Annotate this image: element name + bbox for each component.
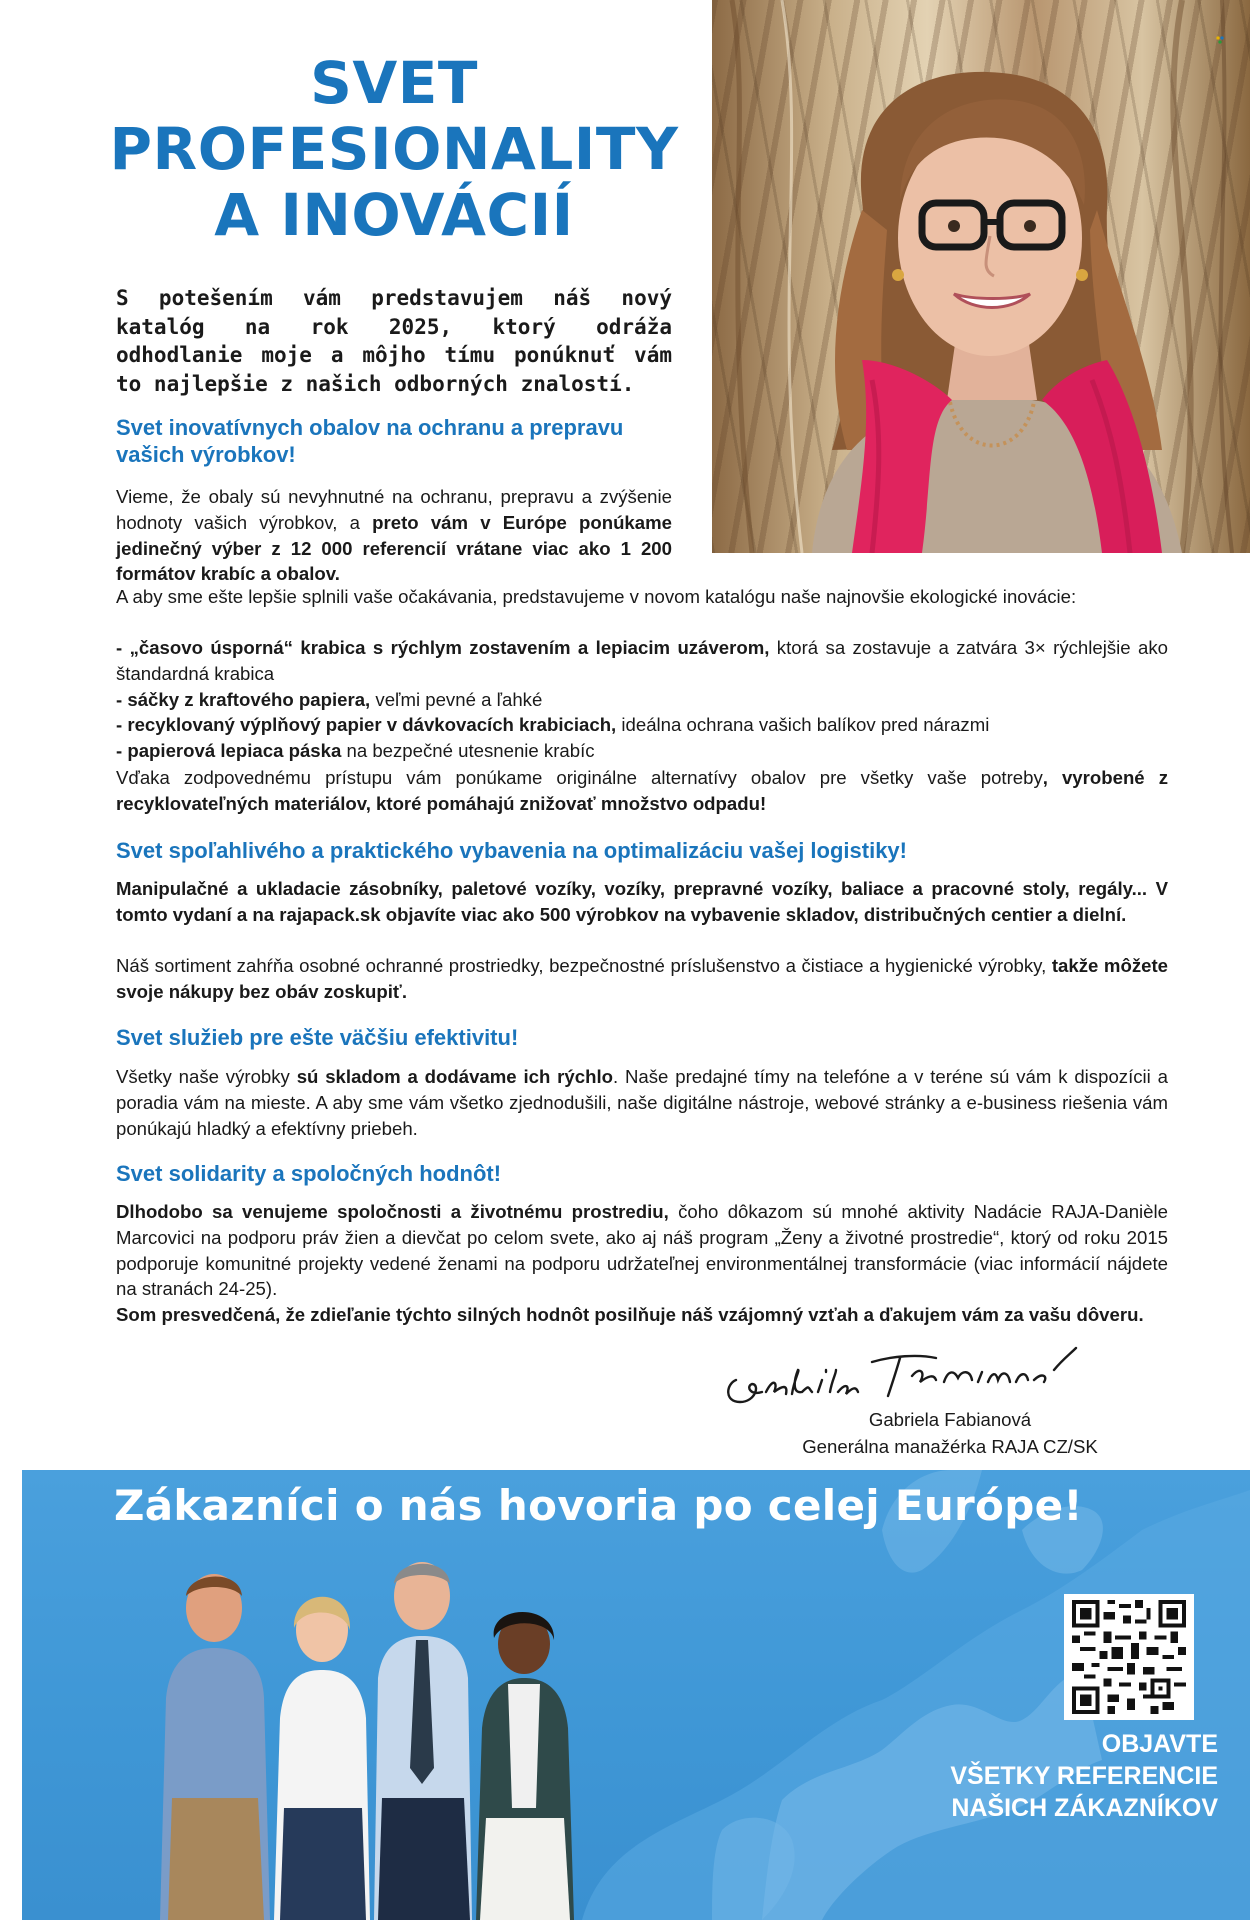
cta-line-3: NAŠICH ZÁKAZNÍKOV (951, 1794, 1218, 1822)
list-item (116, 712, 1168, 738)
list-item-text: veľmi pevné a ľahké (370, 688, 543, 710)
list-item-text: ideálna ochrana vašich balíkov pred nárazmi (616, 714, 990, 736)
section4-p2 (116, 1302, 1168, 1328)
list-item (116, 635, 1168, 687)
title-line-1: SVET (310, 49, 478, 117)
list-item (116, 738, 1168, 764)
section4-heading: Svet solidarity a spoločných hodnôt! (116, 1161, 502, 1186)
section4-p1 (116, 1199, 1168, 1302)
cta-line-1: OBJAVTE (1101, 1730, 1218, 1758)
signature-image (722, 1340, 1122, 1414)
section2-p2 (116, 953, 1168, 1005)
manager-photo (712, 0, 1250, 553)
list-item-text: ktorá sa zostavuje a zatvára 3× rýchlejšie ako štandardná krabica (116, 637, 1168, 684)
section4-p2-bold: Som presvedčená, že zdieľanie týchto silných hodnôt posilňuje náš vzájomný vzťah a ďakujem vám za vašu dôveru. (116, 1304, 1144, 1325)
section2-p2-bold: takže môžete svoje nákupy bez obáv zoskupiť. (116, 955, 1168, 1002)
signatory-role: Generálna manažérka RAJA CZ/SK (802, 1436, 1098, 1457)
section2-p1-bold: Manipulačné a ukladacie zásobníky, paletové vozíky, vozíky, prepravné vozíky, baliace a pracovné stoly, regály... V tomto vydaní a na rajapack.sk objavíte viac ako 500 výrobkov na vybavenie skladov, distribučných centier a dielní. (116, 878, 1168, 925)
section1-p1-normal: Vieme, že obaly sú nevyhnutné na ochranu, prepravu a zvýšenie hodnoty vašich výrobkov, a (116, 486, 672, 533)
references-cta[interactable] (882, 1728, 1218, 1824)
section1-heading: Svet inovatívnych obalov na ochranu a prepravu vašich výrobkov! (116, 415, 624, 467)
customers-photo (152, 1548, 612, 1920)
cta-line-2: VŠETKY REFERENCIE (950, 1762, 1218, 1790)
section2-p1 (116, 876, 1168, 928)
section3-text: . Naše predajné tímy na telefóne a v teréne sú vám k dispozícii a poradia vám na mieste. A aby sme vám všetko zjednodušili, naše digitálne nástroje, webové stránky a e-business riešenia vám ponúkajú hladký a efektívny priebeh. (116, 1066, 1168, 1139)
qr-code-icon[interactable] (1064, 1594, 1194, 1720)
section1-p1 (116, 484, 672, 587)
section3-heading: Svet služieb pre ešte väčšiu efektivitu! (116, 1025, 519, 1050)
section3-bold: sú skladom a dodávame ich rýchlo (296, 1066, 613, 1087)
list-item-bold: - papierová lepiaca páska (116, 740, 342, 762)
list-item (116, 687, 1168, 713)
section4-p1-normal: čoho dôkazom sú mnohé aktivity Nadácie RAJA-Danièle Marcovici na podporu práv žien a dievčat po celom svete, ako aj náš program „Ženy a životné prostredie“, ktorý od roku 2015 podporuje komunitné projekty vedené ženami na podporu udržateľnej environmentálnej transformácie (viac informácií nájdete na stranách 24-25). (116, 1201, 1168, 1300)
banner-title: Zákazníci o nás hovoria po celej Európe! (114, 1481, 1083, 1530)
section1-p1-bold: preto vám v Európe ponúkame jedinečný výber z 12 000 referencií vrátane viac ako 1 200 formátov krabíc a obalov. (116, 511, 672, 585)
list-item-bold: - sáčky z kraftového papiera, (116, 688, 371, 710)
section1-p3 (116, 765, 1168, 817)
color-dots (1216, 36, 1224, 44)
section4-p1-bold: Dlhodobo sa venujeme spoločnosti a životnému prostrediu, (116, 1201, 669, 1222)
title-line-3: A INOVÁCIÍ (214, 181, 574, 249)
section1-p3-bold: , vyrobené z recyklovateľných materiálov, ktoré pomáhajú znižovať množstvo odpadu! (116, 767, 1168, 814)
title-line-2: PROFESIONALITY (109, 115, 679, 183)
intro-paragraph: S potešením vám predstavujem náš nový katalóg na rok 2025, ktorý odráža odhodlanie moje a môjho tímu ponúknuť vám to najlepšie z našich odborných znalostí. (116, 286, 672, 396)
section3-p (116, 1064, 1168, 1141)
signatory (780, 1406, 1120, 1460)
section1-p3-normal: Vďaka zodpovednému prístupu vám ponúkame originálne alternatívy obalov pre všetky vaše potreby (116, 767, 1043, 788)
section3-text: Všetky naše výrobky (116, 1066, 297, 1087)
signatory-name: Gabriela Fabianová (868, 1409, 1032, 1430)
section2-heading: Svet spoľahlivého a praktického vybavenia na optimalizáciu vašej logistiky! (116, 838, 907, 863)
section2-p2-normal: Náš sortiment zahŕňa osobné ochranné prostriedky, bezpečnostné príslušenstvo a čistiace a hygienické výrobky, (116, 955, 1052, 976)
list-item-bold: - „časovo úsporná“ krabica s rýchlym zostavením a lepiacim uzáverom, (116, 637, 770, 658)
section1-p2: A aby sme ešte lepšie splnili vaše očakávania, predstavujeme v novom katalógu naše najnovšie ekologické inovácie: (116, 586, 1077, 607)
testimonials-banner (22, 1470, 1250, 1920)
list-item-text: na bezpečné utesnenie krabíc (341, 740, 595, 762)
page-title (100, 50, 688, 248)
list-item-bold: - recyklovaný výplňový papier v dávkovacích krabiciach, (116, 714, 617, 736)
innovation-list (116, 635, 1168, 764)
